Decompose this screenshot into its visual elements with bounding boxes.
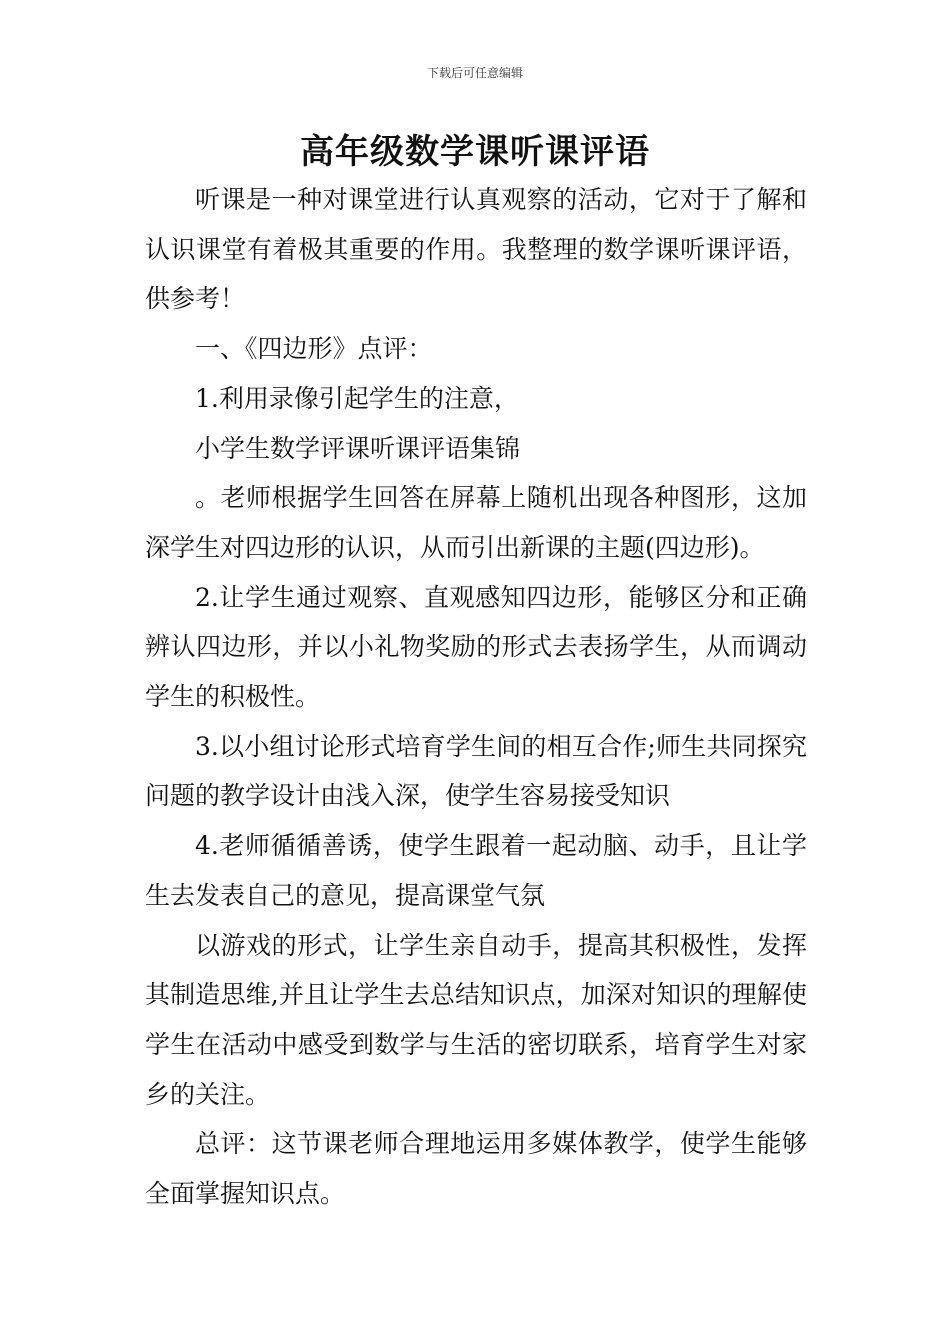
section-heading: 一、《四边形》点评： (195, 334, 433, 364)
document-title: 高年级数学课听课评语 (300, 132, 650, 172)
point-1-continued-paragraph: 。老师根据学生回答在屏幕上随机出现各种图形，这加深学生对四边形的认识，从而引出新课的主题(四边形)。 (145, 483, 807, 562)
inserted-heading: 小学生数学评课听课评语集锦 (195, 433, 521, 463)
point-2-paragraph: 2.让学生通过观察、直观感知四边形，能够区分和正确辨认四边形，并以小礼物奖励的形式去表扬学生，从而调动学生的积极性。 (145, 582, 807, 712)
header-note: 下载后可任意编辑 (426, 66, 523, 80)
point-3-paragraph: 3.以小组讨论形式培育学生间的相互合作;师生共同探究问题的教学设计由浅入深，使学生容易接受知识 (145, 731, 807, 811)
point-1-paragraph: 1.利用录像引起学生的注意， (195, 383, 519, 413)
point-4-paragraph: 4.老师循循善诱，使学生跟着一起动脑、动手，且让学生去发表自己的意见，提高课堂气氛 (145, 831, 807, 910)
document-body (145, 175, 807, 1219)
summary-paragraph: 总评：这节课老师合理地运用多媒体教学，使学生能够全面掌握知识点。 (145, 1129, 807, 1209)
intro-paragraph: 听课是一种对课堂进行认真观察的活动，它对于了解和认识课堂有着极其重要的作用。我整理的数学课听课评语，供参考！ (145, 185, 807, 314)
game-paragraph: 以游戏的形式，让学生亲自动手，提高其积极性，发挥其制造思维,并且让学生去总结知识点，加深对知识的理解使学生在活动中感受到数学与生活的密切联系，培育学生对家乡的关注。 (145, 930, 807, 1109)
